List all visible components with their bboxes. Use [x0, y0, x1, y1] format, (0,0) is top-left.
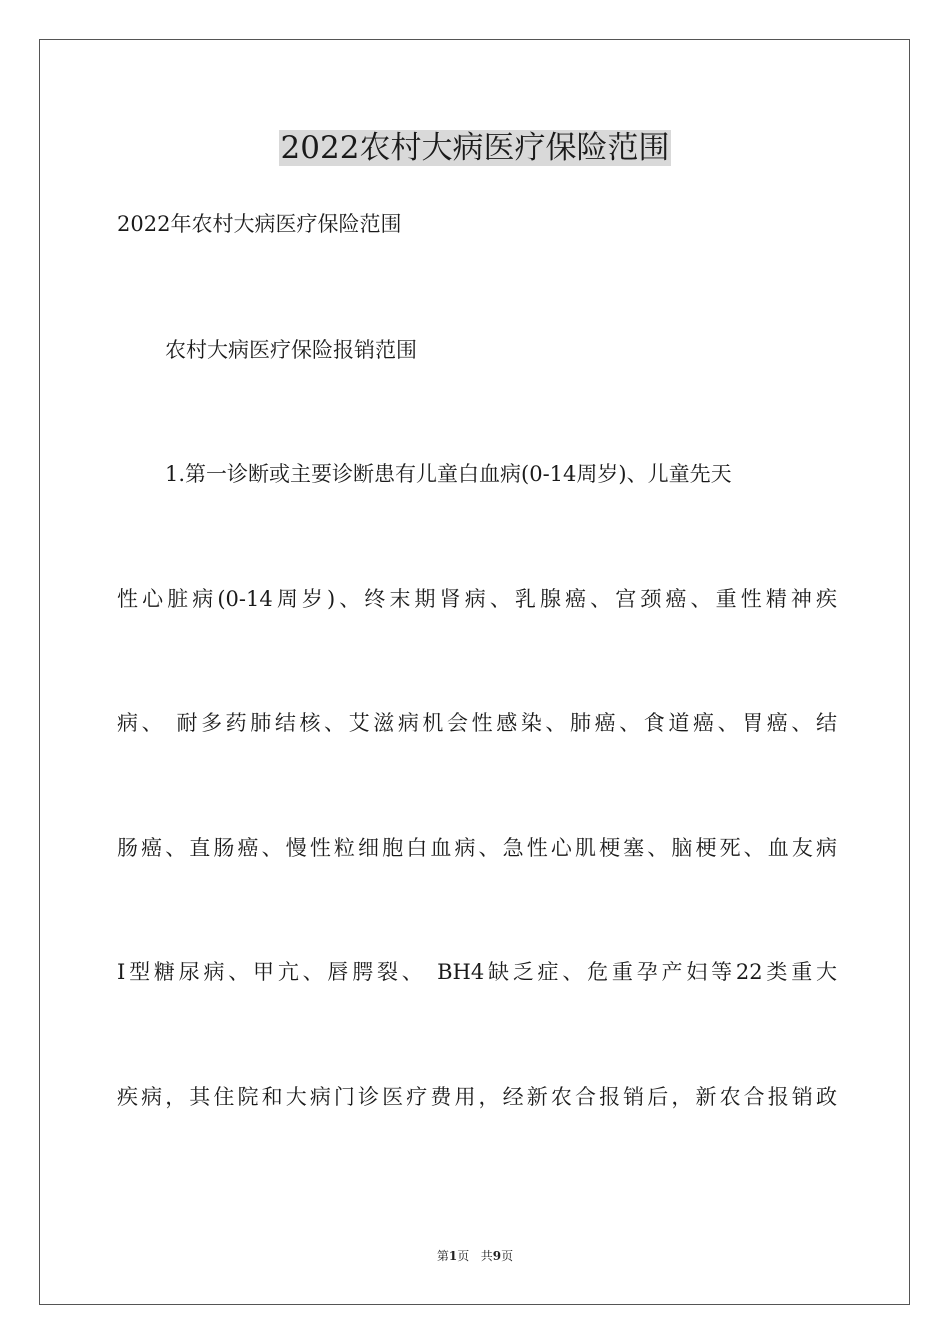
footer-total-suffix: 页 [501, 1249, 514, 1263]
paragraph-line-5: Ⅰ型糖尿病、甲亢、唇腭裂、 BH4缺乏症、危重孕产妇等22类重大 [117, 960, 837, 984]
paragraph-line-6: 疾病，其住院和大病门诊医疗费用，经新农合报销后，新农合报销政 [117, 1085, 837, 1109]
footer-page-prefix: 第 [436, 1249, 449, 1263]
footer-page-number: 1 [448, 1249, 458, 1263]
page-footer [0, 1247, 950, 1265]
section-heading: 农村大病医疗保险报销范围 [165, 338, 417, 362]
paragraph-line-3: 病、 耐多药肺结核、艾滋病机会性感染、肺癌、食道癌、胃癌、结 [117, 711, 837, 735]
document-title-text: 2022农村大病医疗保险范围 [280, 130, 670, 166]
paragraph-line-2: 性心脏病(0-14周岁)、终末期肾病、乳腺癌、宫颈癌、重性精神疾 [117, 587, 837, 611]
footer-page-suffix: 页 [457, 1249, 470, 1263]
document-title [0, 126, 950, 170]
paragraph-line-4: 肠癌、直肠癌、慢性粒细胞白血病、急性心肌梗塞、脑梗死、血友病 [117, 836, 837, 860]
footer-total-prefix: 共 [480, 1249, 493, 1263]
footer-total-pages: 9 [492, 1249, 502, 1263]
document-subtitle: 2022年农村大病医疗保险范围 [117, 212, 402, 236]
paragraph-line-1: 1.第一诊断或主要诊断患有儿童白血病(0-14周岁)、儿童先天 [165, 462, 732, 486]
